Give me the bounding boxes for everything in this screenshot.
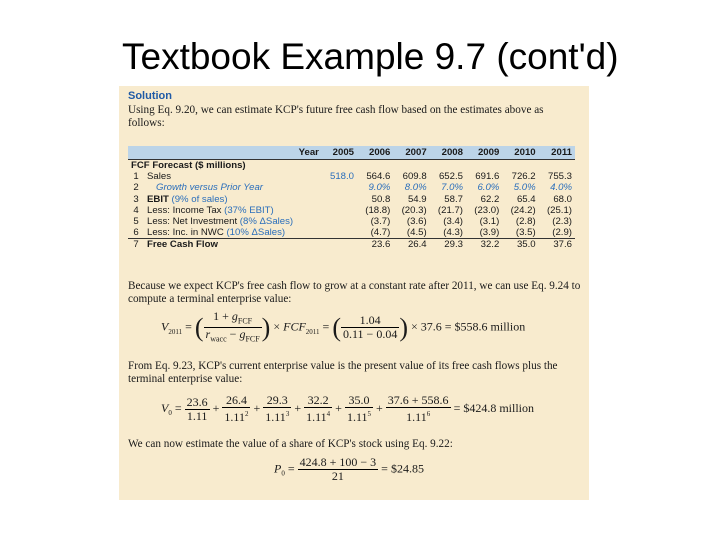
row-label: Free Cash Flow bbox=[147, 239, 218, 251]
value-cell: 23.6 bbox=[357, 239, 393, 251]
value-cell: 50.8 bbox=[371, 193, 391, 205]
value-cell: 37.6 bbox=[539, 239, 575, 251]
value-cell: (18.8) bbox=[365, 204, 391, 216]
row-note: (8% ΔSales) bbox=[239, 216, 294, 228]
value-cell: 9.0% bbox=[368, 182, 391, 194]
table-row bbox=[128, 205, 575, 216]
table-row bbox=[128, 182, 575, 193]
enterprise-value-equation: $V_0$ = $\frac{23.6}{1.11}$ + $\frac{26.4}{1.11^2}$ + $\frac{29.3}{1.11^3}$ + $\frac{32.2}{1.11^4}$ + $\frac{35.0}{1.11^5}$ + $\frac{37.6 + 558.6}{1.11^6}$ = $424.8 million bbox=[161, 393, 534, 424]
table-row bbox=[128, 227, 575, 239]
value-cell: (4.7) bbox=[370, 227, 391, 239]
slide-title: Textbook Example 9.7 (cont'd) bbox=[122, 36, 619, 77]
solution-panel bbox=[119, 86, 589, 500]
row-number: 2 bbox=[133, 182, 139, 194]
fcf-table bbox=[128, 146, 575, 251]
value-cell: 726.2 bbox=[511, 171, 536, 183]
year-cell: 2006 bbox=[357, 146, 393, 160]
terminal-value-paragraph: Because we expect KCP's free cash flow to grow at a constant rate after 2011, we can use Eq. 9.24 to compute a terminal enterprise value: bbox=[128, 280, 581, 305]
table-row bbox=[128, 194, 575, 205]
table-row bbox=[128, 239, 575, 251]
value-cell bbox=[322, 227, 357, 239]
value-cell: 32.2 bbox=[466, 239, 502, 251]
solution-label: Solution bbox=[128, 90, 172, 102]
row-label-cell bbox=[144, 216, 322, 227]
value-cell bbox=[322, 194, 357, 205]
value-cell: 755.3 bbox=[547, 171, 572, 183]
value-cell: 35.0 bbox=[502, 239, 538, 251]
row-label: Less: Income Tax bbox=[147, 204, 222, 216]
value-cell: 609.8 bbox=[402, 171, 427, 183]
year-cell: 2005 bbox=[322, 146, 357, 160]
section-label: FCF Forecast ($ millions) bbox=[128, 160, 575, 172]
row-number: 5 bbox=[133, 216, 139, 228]
value-cell: 4.0% bbox=[550, 182, 572, 194]
row-label-cell bbox=[144, 227, 322, 239]
value-cell bbox=[322, 239, 357, 251]
row-note: (9% of sales) bbox=[171, 193, 228, 205]
table-row bbox=[128, 216, 575, 227]
value-cell: (3.9) bbox=[479, 227, 500, 239]
row-number: 3 bbox=[133, 193, 139, 205]
value-cell: (3.5) bbox=[515, 227, 536, 239]
value-cell: (3.6) bbox=[406, 216, 427, 228]
value-cell: (2.8) bbox=[515, 216, 536, 228]
value-cell: 652.5 bbox=[438, 171, 463, 183]
value-cell: 62.2 bbox=[480, 193, 500, 205]
value-cell: 5.0% bbox=[513, 182, 536, 194]
value-cell: 65.4 bbox=[516, 193, 536, 205]
row-number: 1 bbox=[133, 171, 139, 183]
value-cell: (4.5) bbox=[406, 227, 427, 239]
value-cell: 518.0 bbox=[329, 171, 354, 183]
value-cell: 68.0 bbox=[553, 193, 572, 205]
year-cell: 2008 bbox=[430, 146, 466, 160]
value-cell: (3.7) bbox=[370, 216, 391, 228]
value-cell: 26.4 bbox=[393, 239, 429, 251]
value-cell: 691.6 bbox=[475, 171, 500, 183]
value-cell: (20.3) bbox=[401, 204, 427, 216]
enterprise-value-result: = $424.8 million bbox=[453, 400, 534, 415]
value-cell: (23.0) bbox=[474, 204, 500, 216]
value-cell: (4.3) bbox=[443, 227, 463, 239]
value-cell: (3.1) bbox=[479, 216, 500, 228]
section-row bbox=[128, 160, 575, 172]
row-label: Less: Inc. in NWC bbox=[147, 227, 224, 239]
share-price-result: = $24.85 bbox=[381, 461, 424, 476]
row-label: EBIT bbox=[147, 193, 169, 205]
row-label: Less: Net Investment bbox=[147, 216, 238, 228]
value-cell: (2.9) bbox=[552, 227, 572, 239]
value-cell: 29.3 bbox=[430, 239, 466, 251]
year-header-row bbox=[128, 146, 575, 160]
year-cell: 2009 bbox=[466, 146, 502, 160]
value-cell: 564.6 bbox=[366, 171, 391, 183]
header-blank bbox=[128, 146, 144, 160]
year-cell: 2007 bbox=[393, 146, 429, 160]
share-price-equation: $P_0$ = $\frac{424.8 + 100 - 3}{21}$ = $24.85 bbox=[274, 455, 424, 483]
row-note: (10% ΔSales) bbox=[226, 227, 286, 239]
value-cell: 6.0% bbox=[477, 182, 500, 194]
row-label-cell bbox=[144, 182, 322, 193]
year-cell: 2011 bbox=[539, 146, 575, 160]
value-cell: (25.1) bbox=[546, 204, 572, 216]
row-number: 7 bbox=[128, 239, 144, 251]
value-cell: (24.2) bbox=[510, 204, 536, 216]
year-label: Year bbox=[144, 146, 322, 160]
share-value-paragraph: We can now estimate the value of a share of KCP's stock using Eq. 9.22: bbox=[128, 438, 453, 450]
value-cell: (21.7) bbox=[437, 204, 463, 216]
intro-paragraph: Using Eq. 9.20, we can estimate KCP's future free cash flow based on the estimates above as follows: bbox=[128, 104, 544, 129]
row-label-cell bbox=[144, 205, 322, 216]
row-label: Sales bbox=[147, 171, 171, 183]
terminal-value-equation: $V_{2011}$ = ( $\frac{1 + g_{FCF}}{r_{wacc} - g_{FCF}}$ ) × $FCF_{2011}$ = ( $\frac{1.04}{0.11 - 0.04}$ ) × 37.6 = $558.6 million bbox=[161, 309, 526, 344]
value-cell: 58.7 bbox=[444, 193, 463, 205]
row-label-cell bbox=[144, 171, 322, 182]
value-cell: (3.4) bbox=[443, 216, 463, 228]
year-cell: 2010 bbox=[502, 146, 538, 160]
row-label: Growth versus Prior Year bbox=[156, 182, 263, 194]
row-note: (37% EBIT) bbox=[224, 204, 274, 216]
value-cell bbox=[322, 205, 357, 216]
table-row bbox=[128, 171, 575, 182]
value-cell: (2.3) bbox=[552, 216, 572, 228]
row-number: 6 bbox=[133, 227, 139, 239]
enterprise-value-paragraph: From Eq. 9.23, KCP's current enterprise value is the present value of its free cash flows plus the terminal enterprise value: bbox=[128, 360, 558, 385]
value-cell: 8.0% bbox=[404, 182, 427, 194]
value-cell bbox=[322, 216, 357, 227]
value-cell: 7.0% bbox=[441, 182, 463, 194]
value-cell bbox=[322, 182, 357, 193]
row-number: 4 bbox=[133, 204, 139, 216]
row-label-cell bbox=[144, 239, 322, 251]
value-cell: 54.9 bbox=[407, 193, 427, 205]
terminal-value-result: = $558.6 million bbox=[444, 319, 526, 334]
row-label-cell bbox=[144, 194, 322, 205]
